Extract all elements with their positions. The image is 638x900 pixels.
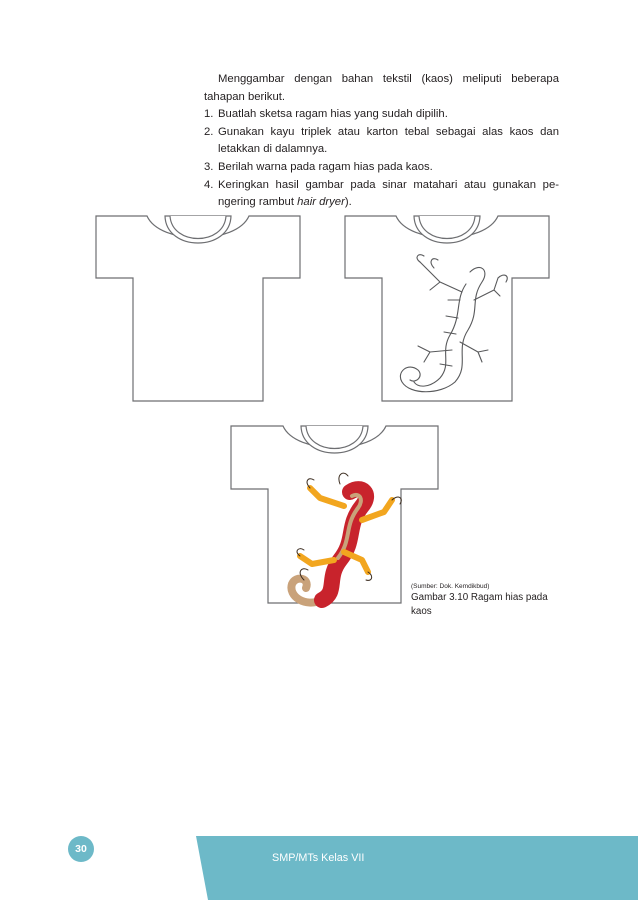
- step-text: Keringkan hasil gambar pada sinar matahari atau gunakan pe-ngering rambut: [218, 178, 559, 209]
- step-text-end: ).: [344, 196, 352, 209]
- step-text: Gunakan kayu triplek atau karton tebal sebagai alas kaos dan letakkan di dalamnya.: [218, 125, 559, 156]
- page-number: 30: [75, 843, 87, 855]
- step-italic-term: hair dryer: [297, 196, 345, 209]
- book-title: SMP/MTs Kelas VII: [272, 852, 365, 864]
- figure-source: (Sumber: Dok. Kemdikbud): [411, 583, 490, 590]
- intro-paragraph: Menggambar dengan bahan tekstil (kaos) meliputi beberapa tahapan berikut.: [204, 73, 559, 103]
- step-number: 2.: [204, 125, 214, 138]
- step-number: 3.: [204, 160, 214, 173]
- figure-title: Gambar 3.10 Ragam hias pada kaos: [411, 592, 548, 617]
- step-text: Berilah warna pada ragam hias pada kaos.: [218, 160, 433, 173]
- step-text: Buatlah sketsa ragam hias yang sudah dipilih.: [218, 108, 448, 121]
- step-number: 1.: [204, 108, 214, 121]
- step-number: 4.: [204, 178, 214, 191]
